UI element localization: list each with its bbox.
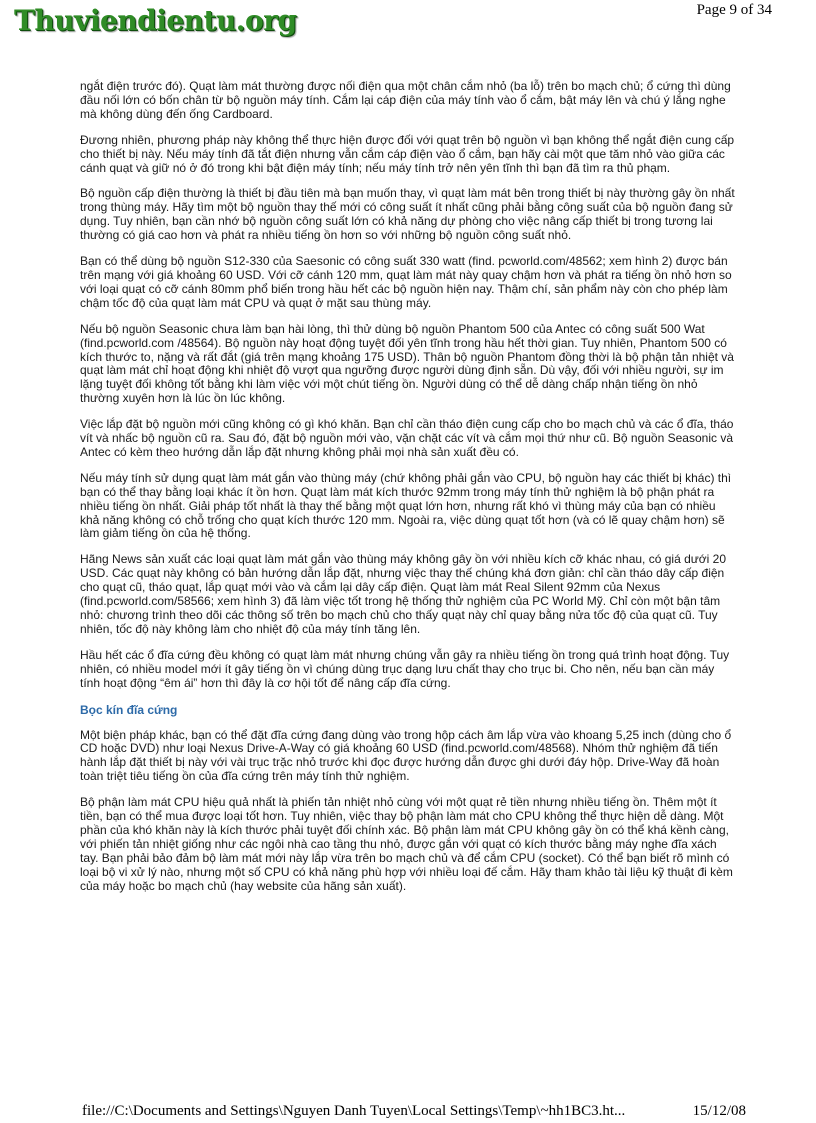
paragraph: Hãng News sản xuất các loại quạt làm mát gắn vào thùng máy không gây ồn với nhiều kích cỡ khác nhau, có giá dưới 20 USD. Các quạt này không có bản hướng dẫn lắp đặt, nhưng việc thay thế chúng khá đơn giản: chỉ cần tháo dây cấp điện cho quạt cũ, tháo quạt, lắp quạt mới vào và cắm lại dây cấp điện. Quạt làm mát Real Silent 92mm của Nexus (find.pcworld.com/58566; xem hình 3) đã làm việc tốt trong hệ thống thử nghiệm của PC World Mỹ. Chỉ còn một bận tâm nhỏ: chương trình theo dõi các thông số trên bo mạch chủ cho thấy quạt này chỉ quay bằng nửa tốc độ của quạt cũ. Tuy nhiên, tốc độ này không làm cho nhiệt độ của máy tính tăng lên. xyxy=(80,552,727,636)
paragraph: Đương nhiên, phương pháp này không thể thực hiện được đối với quạt trên bộ nguồn vì bạn không thể ngắt điện cung cấp cho thiết bị này. Nếu máy tính đã tắt điện nhưng vẫn cắm cáp điện vào ổ cắm, bạn hãy cài một que tăm nhỏ vào giữa các cánh quạt và giữ nó ở đó trong khi bật điện máy tính; nếu máy tính trở nên yên tĩnh thì bạn đã tìm ra thủ phạm. xyxy=(80,132,735,175)
paragraph: ngắt điện trước đó). Quạt làm mát thường được nối điện qua một chân cắm nhỏ (ba lỗ) trên bo mạch chủ; ổ cứng thì dùng đầu nối lớn có bốn chân từ bộ nguồn máy tính. Cắm lại cáp điện của máy tính vào ổ cắm, bật máy lên và chú ý lắng nghe mà không dùng đến ống Cardboard. xyxy=(80,79,731,121)
paragraph: Bộ phận làm mát CPU hiệu quả nhất là phiến tản nhiệt nhỏ cùng với một quạt rẻ tiền nhưng nhiều tiếng ồn. Thêm một ít tiền, bạn có thể mua được loại tốt hơn. Tuy nhiên, việc thay bộ phận làm mát cho CPU không thể thực hiện dễ dàng. Một phần của khó khăn này là kích thước phải tuyệt đối chính xác. Bộ phận làm mát CPU không gây ồn có thể khá kềnh càng, với phiến tản nhiệt giống như các ngôi nhà cao tầng thu nhỏ, được gắn với quạt có kích thước bằng máy nghe đĩa xách tay. Bạn phải bảo đảm bộ làm mát mới này lắp vừa trên bo mạch chủ và để cắm CPU (socket). Có thể bạn biết rõ mình có loại bộ vi xử lý nào, nhưng một số CPU có khả năng phù hợp với nhiều loại đế cắm. Hãy tham khảo tài liệu kỹ thuật đi kèm của máy hoặc bo mạch chủ (hay website của hãng sản xuất). xyxy=(80,795,733,893)
page-footer xyxy=(82,1103,746,1120)
site-logo: Thuviendientu.org xyxy=(14,4,297,37)
paragraph: Việc lắp đặt bộ nguồn mới cũng không có gì khó khăn. Bạn chỉ cần tháo điện cung cấp cho bo mạch chủ và các ổ đĩa, tháo vít và nhấc bộ nguồn cũ ra. Sau đó, đặt bộ nguồn mới vào, vặn chặt các vít và cắm mọi thứ như cũ. Bộ nguồn Seasonic và Antec có kèm theo hướng dẫn lắp đặt nhưng không phải mọi nhà sản xuất đều có. xyxy=(80,417,734,459)
paragraph: Hầu hết các ổ đĩa cứng đều không có quạt làm mát nhưng chúng vẫn gây ra nhiều tiếng ồn trong quá trình hoạt động. Tuy nhiên, có nhiều model mới ít gây tiếng ồn vì chúng dùng trục dạng lưu chất thay cho trục bi. Cho nên, nếu bạn cần máy tính hoạt động “êm ái” hơn thì đây là cơ hội tốt để nâng cấp đĩa cứng. xyxy=(80,647,730,690)
footer-path: file://C:\Documents and Settings\Nguyen Danh Tuyen\Local Settings\Temp\~hh1BC3.ht... xyxy=(82,1103,626,1119)
paragraph: Một biện pháp khác, bạn có thể đặt đĩa cứng đang dùng vào trong hộp cách âm lắp vừa vào khoang 5,25 inch (dùng cho ổ CD hoặc DVD) như loại Nexus Drive-A-Way có giá khoảng 60 USD (find.pcworld.com/48568). Nhóm thử nghiệm đã tiến hành lắp đặt thiết bị này với vài trục trặc nhỏ trước khi đọc được hướng dẫn được ghi dưới đáy hộp. Drive-Way đã hoàn toàn triệt tiêu tiếng ồn của đĩa cứng trên máy tính thử nghiệm. xyxy=(80,727,732,784)
article-body xyxy=(80,80,736,906)
paragraph: Nếu bộ nguồn Seasonic chưa làm bạn hài lòng, thì thử dùng bộ nguồn Phantom 500 của Antec có công suất 500 Wat (find.pcworld.com /48564). Bộ nguồn này hoạt động tuyệt đối yên tĩnh trong hầu hết thời gian. Tuy nhiên, Phantom 500 có kích thước to, nặng và rất đắt (giá trên mạng khoảng 175 USD). Thân bộ nguồn Phantom đồng thời là bộ phận tản nhiệt và quạt làm mát chỉ hoạt động khi nhiệt độ vượt qua ngưỡng được người dùng định sẵn. Dù vậy, đối với nhiều người, sự im lặng tuyệt đối không tốt bằng khi làm việc với một chút tiếng ồn. Người dùng có thể dễ dàng chấp nhận tiếng ồn nhỏ thường xuyên hơn là lúc ồn lúc không. xyxy=(80,321,734,406)
section-heading: Bọc kín đĩa cứng xyxy=(80,702,178,717)
paragraph: Bạn có thể dùng bộ nguồn S12-330 của Saesonic có công suất 330 watt (find. pcworld.com/48562; xem hình 2) được bán trên mạng với giá khoảng 60 USD. Với cỡ cánh 120 mm, quạt làm mát này quay chậm hơn và phát ra tiếng ồn nhỏ hơn so với loại quạt có cỡ cánh 80mm phổ biến trong hầu hết các bộ nguồn hiện nay. Thậm chí, sản phẩm này còn cho phép làm chậm tốc độ của quạt làm mát CPU và quạt ở mặt sau thùng máy. xyxy=(80,254,732,310)
paragraph: Bộ nguồn cấp điện thường là thiết bị đầu tiên mà bạn muốn thay, vì quạt làm mát bên trong thiết bị này thường gây ồn nhất trong thùng máy. Hãy tìm một bộ nguồn thay thế mới có công suất ít nhất cũng phải bằng công suất của bộ nguồn đang sử dụng. Tuy nhiên, bạn cần nhớ bộ nguồn công suất lớn có khả năng dự phòng cho việc nâng cấp thiết bị trong tương lai thường có giá cao hơn và phát ra nhiều tiếng ồn hơn so với những bộ nguồn công suất nhỏ. xyxy=(80,186,735,243)
page-number: Page 9 of 34 xyxy=(696,2,772,18)
footer-date: 15/12/08 xyxy=(692,1103,746,1119)
paragraph: Nếu máy tính sử dụng quạt làm mát gắn vào thùng máy (chứ không phải gắn vào CPU, bộ nguồn hay các thiết bị khác) thì bạn có thể thay bằng loại khác ít ồn hơn. Quạt làm mát kích thước 92mm trong máy tính thử nghiệm là bộ phận phát ra nhiều tiếng ồn nhất. Giải pháp tốt nhất là thay thế bằng một quạt lớn hơn, nhưng rất khó vì thùng máy của bạn có nhiều khả năng không có chỗ trống cho quạt kích thước 120 mm. Ngoài ra, việc dùng quạt tốt hơn (và có lẽ quay chậm hơn) sẽ làm giảm tiếng ồn của hệ thống. xyxy=(80,470,732,541)
